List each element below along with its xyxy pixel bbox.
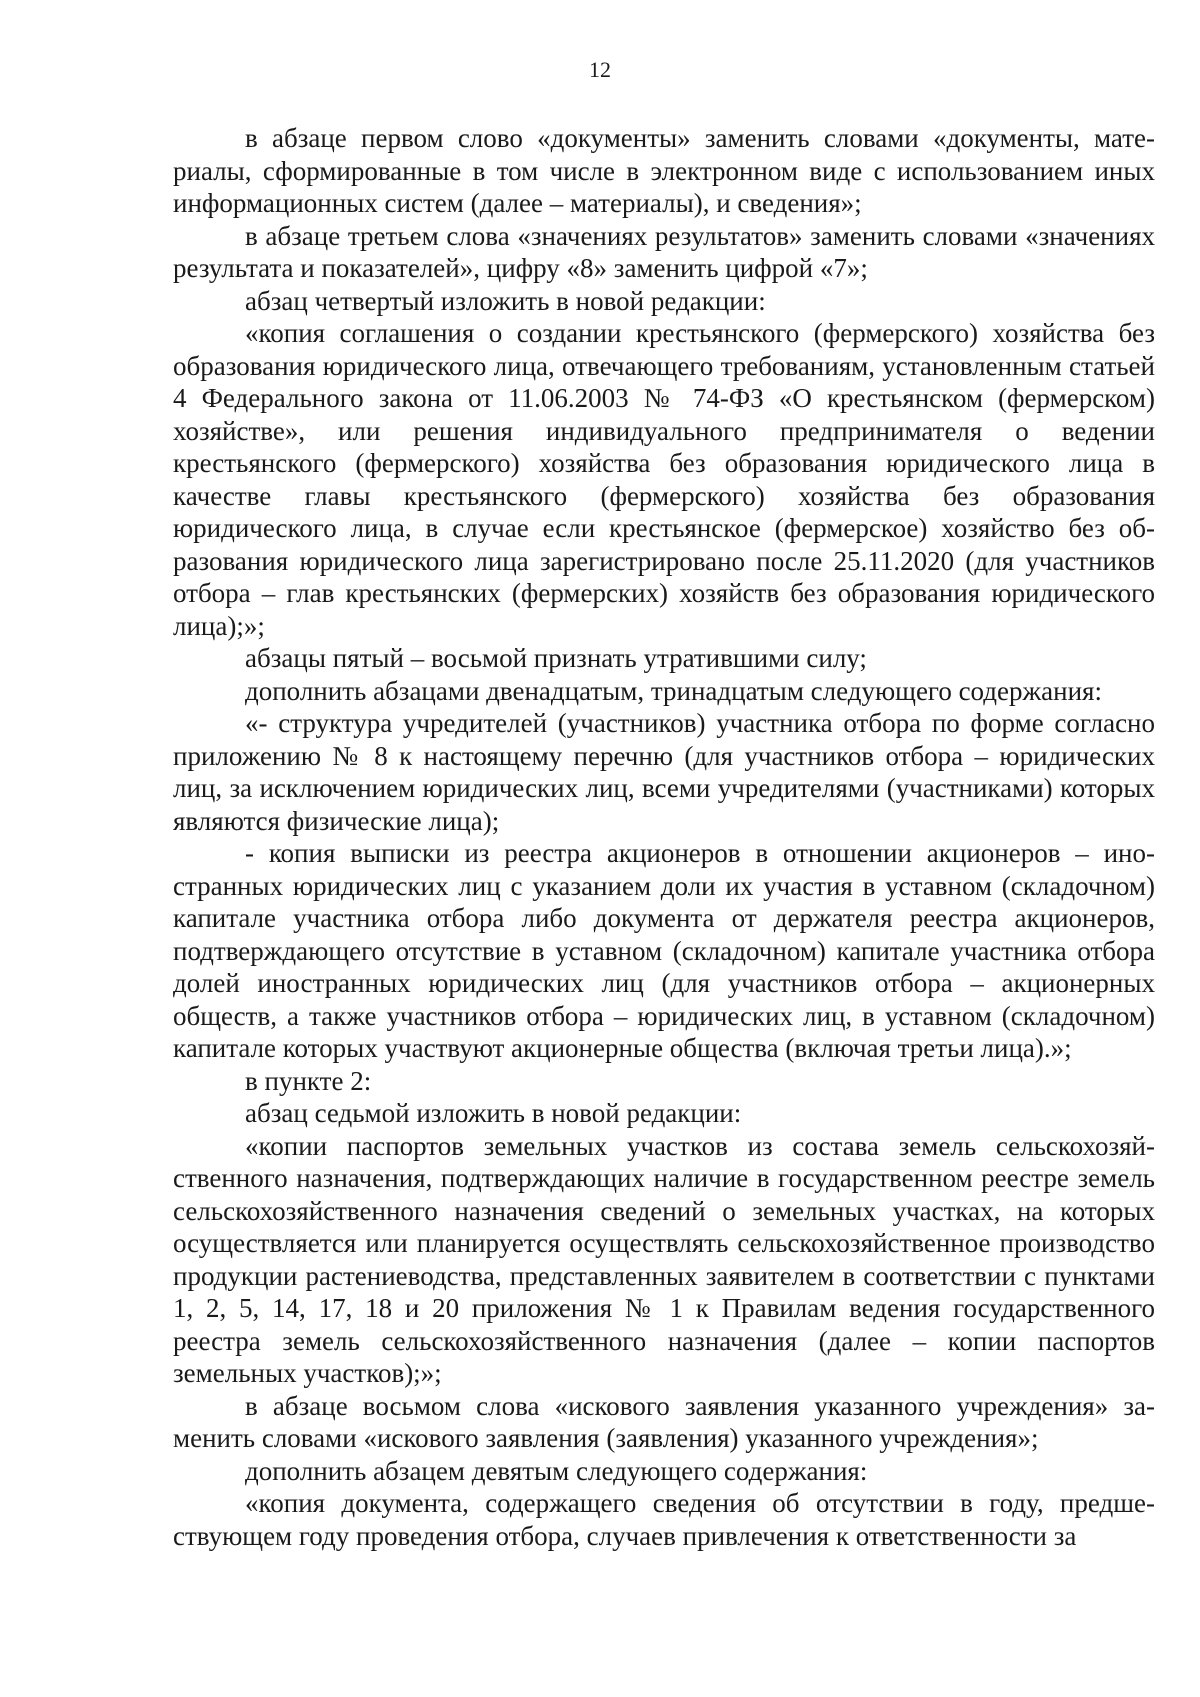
paragraph: в абзаце восьмом слова «искового заявления указанного учреждения» заменить словами «искового заявления (заявления) указанного учреждения»;: [173, 1390, 1155, 1453]
paragraph: в абзаце первом слово «документы» заменить словами «документы, материалы, сформированные в том числе в электронном виде с использованием иных информационных систем (далее – материалы), и сведения»;: [173, 123, 1155, 218]
paragraph: абзац седьмой изложить в новой редакции:: [245, 1098, 742, 1128]
paragraph: - копия выписки из реестра акционеров в отношении акционеров – иностранных юридических лиц с указанием доли их участия в уставном (складочном) капитале участника отбора либо документа от держателя реестра акционеров, подтверждающего отсутствие в уставном (складочном) капитале участника отбора долей иностранных юридических лиц (для участников отбора – акционерных обществ, а также участников отбора – юридических лиц, в уставном (складочном) капитале которых участвуют акционерные общества (включая третьи лица).»;: [173, 838, 1155, 1063]
paragraph: дополнить абзацами двенадцатым, тринадцатым следующего содержания:: [245, 675, 1102, 706]
paragraph: «- структура учредителей (участников) участника отбора по форме согласно приложению № 8 к настоящему перечню (для участников отбора – юридических лиц, за исключением юридических лиц, всеми учредителями (участниками) которых являются физические лица);: [173, 708, 1155, 836]
document-body: [173, 122, 1155, 1552]
paragraph: в пункте 2:: [245, 1065, 372, 1096]
paragraph: дополнить абзацем девятым следующего содержания:: [245, 1455, 868, 1486]
paragraph: «копии паспортов земельных участков из состава земель сельскохозяйственного назначения, подтверждающих наличие в государственном реестре земель сельскохозяйственного назначения сведений о земельных участках, на которых осуществляется или планируется осуществлять сельскохозяйственное производство продукции растениеводства, представленных заявителем в соответствии с пунктами 1, 2, 5, 14, 17, 18 и 20 приложения № 1 к Правилам ведения государственного реестра земель сельскохозяйственного назначения (далее – копии паспортов земельных участков);»;: [173, 1130, 1155, 1388]
page-number: 12: [589, 57, 611, 82]
paragraph: в абзаце третьем слова «значениях результатов» заменить словами «значениях результата и показателей», цифру «8» заменить цифрой «7»;: [173, 220, 1155, 283]
paragraph: «копия соглашения о создании крестьянского (фермерского) хозяйства без образования юридического лица, отвечающего требованиям, установленным статьей 4 Федерального закона от 11.06.2003 № 74-ФЗ «О крестьянском (фермерском) хозяйстве», или решения индивидуального предпринимателя о ведении крестьянского (фермерского) хозяйства без образования юридического лица в качестве главы крестьянского (фермерского) хозяйства без образования юридического лица, в случае если крестьянское (фермерское) хозяйство без образования юридического лица зарегистрировано после 25.11.2020 (для участников отбора – глав крестьянских (фермерских) хозяйств без образования юридического лица);»;: [173, 318, 1155, 641]
paragraph: абзац четвертый изложить в новой редакции:: [245, 285, 766, 316]
paragraph: абзацы пятый – восьмой признать утратившими силу;: [245, 643, 867, 673]
paragraph: «копия документа, содержащего сведения об отсутствии в году, предшествующем году проведения отбора, случаев привлечения к ответственности за: [173, 1488, 1155, 1551]
